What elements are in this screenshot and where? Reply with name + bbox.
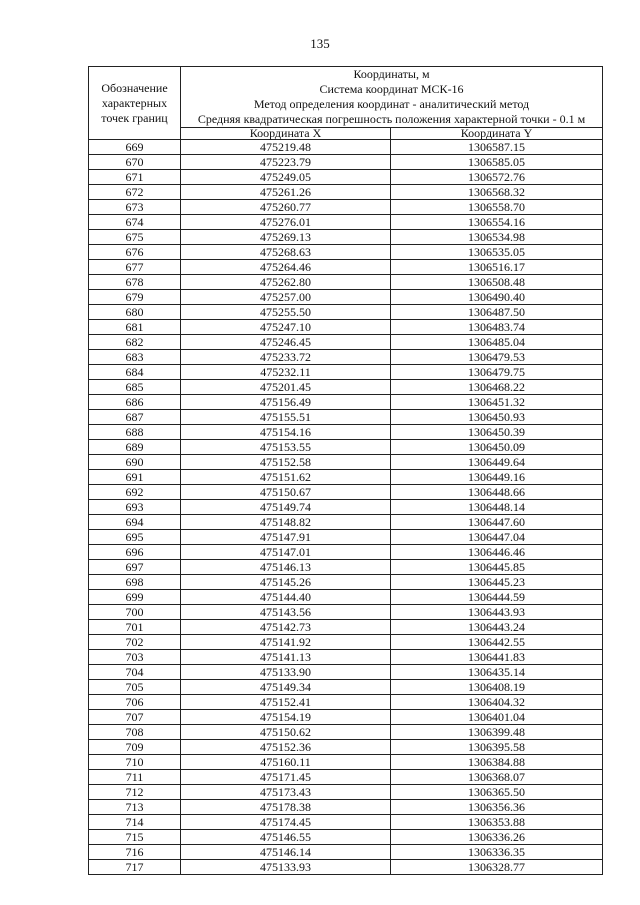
coordinate-y-cell: 1306450.39 <box>391 425 603 440</box>
coordinate-x-cell: 475144.40 <box>181 590 391 605</box>
coordinate-x-cell: 475133.93 <box>181 860 391 875</box>
coordinate-y-cell: 1306353.88 <box>391 815 603 830</box>
table-row <box>89 170 603 185</box>
coordinate-x-cell: 475178.38 <box>181 800 391 815</box>
coordinate-x-cell: 475156.49 <box>181 395 391 410</box>
table-row <box>89 440 603 455</box>
table-row <box>89 845 603 860</box>
coordinate-x-cell: 475249.05 <box>181 170 391 185</box>
coordinate-y-cell: 1306450.09 <box>391 440 603 455</box>
coordinate-y-cell: 1306447.60 <box>391 515 603 530</box>
coordinate-x-cell: 475148.82 <box>181 515 391 530</box>
table-row <box>89 275 603 290</box>
table-row <box>89 380 603 395</box>
table-row <box>89 650 603 665</box>
table-row <box>89 140 603 155</box>
table-row <box>89 575 603 590</box>
table-row <box>89 455 603 470</box>
coordinate-y-cell: 1306368.07 <box>391 770 603 785</box>
coordinate-x-cell: 475173.43 <box>181 785 391 800</box>
coordinate-y-cell: 1306399.48 <box>391 725 603 740</box>
coordinate-x-cell: 475147.01 <box>181 545 391 560</box>
point-number-cell: 683 <box>89 350 181 365</box>
table-row <box>89 185 603 200</box>
coordinate-y-cell: 1306448.66 <box>391 485 603 500</box>
coordinate-x-cell: 475219.48 <box>181 140 391 155</box>
coordinate-x-cell: 475255.50 <box>181 305 391 320</box>
coordinate-x-cell: 475223.79 <box>181 155 391 170</box>
point-number-cell: 678 <box>89 275 181 290</box>
coordinate-y-cell: 1306448.14 <box>391 500 603 515</box>
point-number-cell: 710 <box>89 755 181 770</box>
point-number-cell: 694 <box>89 515 181 530</box>
coordinate-x-cell: 475268.63 <box>181 245 391 260</box>
table-row <box>89 860 603 875</box>
coordinate-y-cell: 1306487.50 <box>391 305 603 320</box>
point-number-cell: 715 <box>89 830 181 845</box>
point-designation-header <box>89 67 181 140</box>
coordinate-y-cell: 1306447.04 <box>391 530 603 545</box>
coordinate-y-cell: 1306435.14 <box>391 665 603 680</box>
coordinate-y-cell: 1306356.36 <box>391 800 603 815</box>
coordinate-x-cell: 475201.45 <box>181 380 391 395</box>
coordinate-y-cell: 1306516.17 <box>391 260 603 275</box>
point-number-cell: 687 <box>89 410 181 425</box>
table-row <box>89 680 603 695</box>
table-row <box>89 200 603 215</box>
coordinate-x-cell: 475146.55 <box>181 830 391 845</box>
coordinate-y-cell: 1306587.15 <box>391 140 603 155</box>
coordinate-x-cell: 475247.10 <box>181 320 391 335</box>
coordinate-y-cell: 1306468.22 <box>391 380 603 395</box>
coordinate-x-cell: 475146.14 <box>181 845 391 860</box>
table-row <box>89 155 603 170</box>
column-header-x: Координата X <box>181 128 391 140</box>
coordinate-y-cell: 1306336.35 <box>391 845 603 860</box>
point-number-cell: 692 <box>89 485 181 500</box>
coordinate-x-cell: 475264.46 <box>181 260 391 275</box>
coordinate-x-cell: 475152.58 <box>181 455 391 470</box>
coordinate-y-cell: 1306572.76 <box>391 170 603 185</box>
point-number-cell: 680 <box>89 305 181 320</box>
table-row <box>89 350 603 365</box>
point-number-cell: 714 <box>89 815 181 830</box>
coordinate-x-cell: 475141.92 <box>181 635 391 650</box>
point-number-cell: 670 <box>89 155 181 170</box>
coordinate-y-cell: 1306485.04 <box>391 335 603 350</box>
point-number-cell: 695 <box>89 530 181 545</box>
table-body <box>89 140 603 875</box>
point-number-cell: 672 <box>89 185 181 200</box>
table-row <box>89 215 603 230</box>
table-row <box>89 425 603 440</box>
point-number-cell: 716 <box>89 845 181 860</box>
coordinate-x-cell: 475143.56 <box>181 605 391 620</box>
coordinate-x-cell: 475174.45 <box>181 815 391 830</box>
point-number-cell: 681 <box>89 320 181 335</box>
point-number-cell: 690 <box>89 455 181 470</box>
coordinate-x-cell: 475154.16 <box>181 425 391 440</box>
coordinate-y-cell: 1306508.48 <box>391 275 603 290</box>
coordinate-x-cell: 475257.00 <box>181 290 391 305</box>
point-number-cell: 684 <box>89 365 181 380</box>
table-row <box>89 740 603 755</box>
point-number-cell: 676 <box>89 245 181 260</box>
point-number-cell: 705 <box>89 680 181 695</box>
coordinate-y-cell: 1306441.83 <box>391 650 603 665</box>
table-row <box>89 800 603 815</box>
coordinate-x-cell: 475246.45 <box>181 335 391 350</box>
coordinate-x-cell: 475147.91 <box>181 530 391 545</box>
table-row <box>89 335 603 350</box>
coordinate-y-cell: 1306404.32 <box>391 695 603 710</box>
point-number-cell: 682 <box>89 335 181 350</box>
coordinate-y-cell: 1306568.32 <box>391 185 603 200</box>
coordinate-x-cell: 475142.73 <box>181 620 391 635</box>
table-row <box>89 545 603 560</box>
table-row <box>89 560 603 575</box>
table-row <box>89 620 603 635</box>
coordinate-x-cell: 475133.90 <box>181 665 391 680</box>
table-row <box>89 830 603 845</box>
table-row <box>89 320 603 335</box>
point-number-cell: 699 <box>89 590 181 605</box>
coordinate-y-cell: 1306401.04 <box>391 710 603 725</box>
table-row <box>89 695 603 710</box>
point-number-cell: 677 <box>89 260 181 275</box>
coordinate-x-cell: 475276.01 <box>181 215 391 230</box>
table-row <box>89 260 603 275</box>
coordinate-x-cell: 475141.13 <box>181 650 391 665</box>
coordinate-y-cell: 1306449.64 <box>391 455 603 470</box>
method-label: Метод определения координат - аналитический метод <box>253 97 530 111</box>
point-number-cell: 704 <box>89 665 181 680</box>
coordinate-x-cell: 475233.72 <box>181 350 391 365</box>
point-number-cell: 679 <box>89 290 181 305</box>
coordinate-x-cell: 475150.67 <box>181 485 391 500</box>
coordinate-y-cell: 1306558.70 <box>391 200 603 215</box>
coordinate-y-cell: 1306328.77 <box>391 860 603 875</box>
coordinate-y-cell: 1306446.46 <box>391 545 603 560</box>
coordinate-x-cell: 475149.74 <box>181 500 391 515</box>
table-row <box>89 410 603 425</box>
coordinate-y-cell: 1306479.75 <box>391 365 603 380</box>
table-row <box>89 815 603 830</box>
table-row <box>89 770 603 785</box>
coordinate-x-cell: 475232.11 <box>181 365 391 380</box>
header-left-line: точек границ <box>101 110 168 125</box>
table-row <box>89 245 603 260</box>
table-row <box>89 395 603 410</box>
coordinate-x-cell: 475262.80 <box>181 275 391 290</box>
point-number-cell: 673 <box>89 200 181 215</box>
coordinate-y-cell: 1306365.50 <box>391 785 603 800</box>
coordinate-x-cell: 475269.13 <box>181 230 391 245</box>
header-left-line: Обозначение <box>101 80 168 95</box>
column-header-y: Координата Y <box>391 128 603 140</box>
coordinate-y-cell: 1306443.93 <box>391 605 603 620</box>
coordinate-x-cell: 475151.62 <box>181 470 391 485</box>
table-row <box>89 530 603 545</box>
point-number-cell: 711 <box>89 770 181 785</box>
coordinate-x-cell: 475152.41 <box>181 695 391 710</box>
header-title: Координаты, м <box>353 67 430 81</box>
point-number-cell: 717 <box>89 860 181 875</box>
table-row <box>89 515 603 530</box>
coordinate-y-cell: 1306443.24 <box>391 620 603 635</box>
accuracy-label: Средняя квадратическая погрешность положения характерной точки - 0.1 м <box>197 112 586 126</box>
point-number-cell: 685 <box>89 380 181 395</box>
coordinate-y-cell: 1306449.16 <box>391 470 603 485</box>
point-number-cell: 701 <box>89 620 181 635</box>
coordinate-y-cell: 1306408.19 <box>391 680 603 695</box>
table-row <box>89 485 603 500</box>
table-row <box>89 500 603 515</box>
table-row <box>89 590 603 605</box>
page-number: 135 <box>310 36 330 51</box>
coordinate-x-cell: 475154.19 <box>181 710 391 725</box>
table-row <box>89 755 603 770</box>
coordinate-x-cell: 475152.36 <box>181 740 391 755</box>
table-row <box>89 725 603 740</box>
point-number-cell: 713 <box>89 800 181 815</box>
coordinate-y-cell: 1306554.16 <box>391 215 603 230</box>
table-row <box>89 290 603 305</box>
coordinate-x-cell: 475160.11 <box>181 755 391 770</box>
coordinate-x-cell: 475149.34 <box>181 680 391 695</box>
point-number-cell: 703 <box>89 650 181 665</box>
coordinate-y-cell: 1306451.32 <box>391 395 603 410</box>
point-number-cell: 707 <box>89 710 181 725</box>
coordinate-y-cell: 1306534.98 <box>391 230 603 245</box>
point-number-cell: 686 <box>89 395 181 410</box>
point-number-cell: 689 <box>89 440 181 455</box>
coordinate-x-cell: 475150.62 <box>181 725 391 740</box>
table-row <box>89 785 603 800</box>
coordinate-y-cell: 1306395.58 <box>391 740 603 755</box>
coordinate-y-cell: 1306479.53 <box>391 350 603 365</box>
table-row <box>89 470 603 485</box>
coordinates-table <box>88 66 603 875</box>
coordinates-header <box>181 67 603 128</box>
point-number-cell: 693 <box>89 500 181 515</box>
coordinate-y-cell: 1306490.40 <box>391 290 603 305</box>
point-number-cell: 697 <box>89 560 181 575</box>
table-row <box>89 605 603 620</box>
point-number-cell: 674 <box>89 215 181 230</box>
table-row <box>89 665 603 680</box>
table-row <box>89 365 603 380</box>
coordinate-y-cell: 1306535.05 <box>391 245 603 260</box>
coordinate-y-cell: 1306384.88 <box>391 755 603 770</box>
coordinate-x-cell: 475153.55 <box>181 440 391 455</box>
point-number-cell: 671 <box>89 170 181 185</box>
table-row <box>89 230 603 245</box>
point-number-cell: 675 <box>89 230 181 245</box>
point-number-cell: 708 <box>89 725 181 740</box>
coordinate-x-cell: 475261.26 <box>181 185 391 200</box>
point-number-cell: 709 <box>89 740 181 755</box>
table-header-row <box>89 67 603 128</box>
coordinate-x-cell: 475146.13 <box>181 560 391 575</box>
point-number-cell: 669 <box>89 140 181 155</box>
coordinate-y-cell: 1306445.85 <box>391 560 603 575</box>
table-row <box>89 635 603 650</box>
table-row <box>89 710 603 725</box>
coordinate-y-cell: 1306442.55 <box>391 635 603 650</box>
coordinate-system-label: Система координат МСК-16 <box>319 82 464 96</box>
point-number-cell: 700 <box>89 605 181 620</box>
point-number-cell: 691 <box>89 470 181 485</box>
coordinate-y-cell: 1306450.93 <box>391 410 603 425</box>
coordinate-x-cell: 475260.77 <box>181 200 391 215</box>
point-number-cell: 698 <box>89 575 181 590</box>
coordinate-y-cell: 1306444.59 <box>391 590 603 605</box>
coordinate-y-cell: 1306445.23 <box>391 575 603 590</box>
header-left-line: характерных <box>101 95 168 110</box>
coordinate-x-cell: 475171.45 <box>181 770 391 785</box>
point-number-cell: 696 <box>89 545 181 560</box>
coordinate-x-cell: 475145.26 <box>181 575 391 590</box>
coordinate-x-cell: 475155.51 <box>181 410 391 425</box>
coordinate-y-cell: 1306585.05 <box>391 155 603 170</box>
coordinate-y-cell: 1306483.74 <box>391 320 603 335</box>
point-number-cell: 712 <box>89 785 181 800</box>
point-number-cell: 702 <box>89 635 181 650</box>
point-number-cell: 688 <box>89 425 181 440</box>
point-number-cell: 706 <box>89 695 181 710</box>
table-row <box>89 305 603 320</box>
coordinate-y-cell: 1306336.26 <box>391 830 603 845</box>
